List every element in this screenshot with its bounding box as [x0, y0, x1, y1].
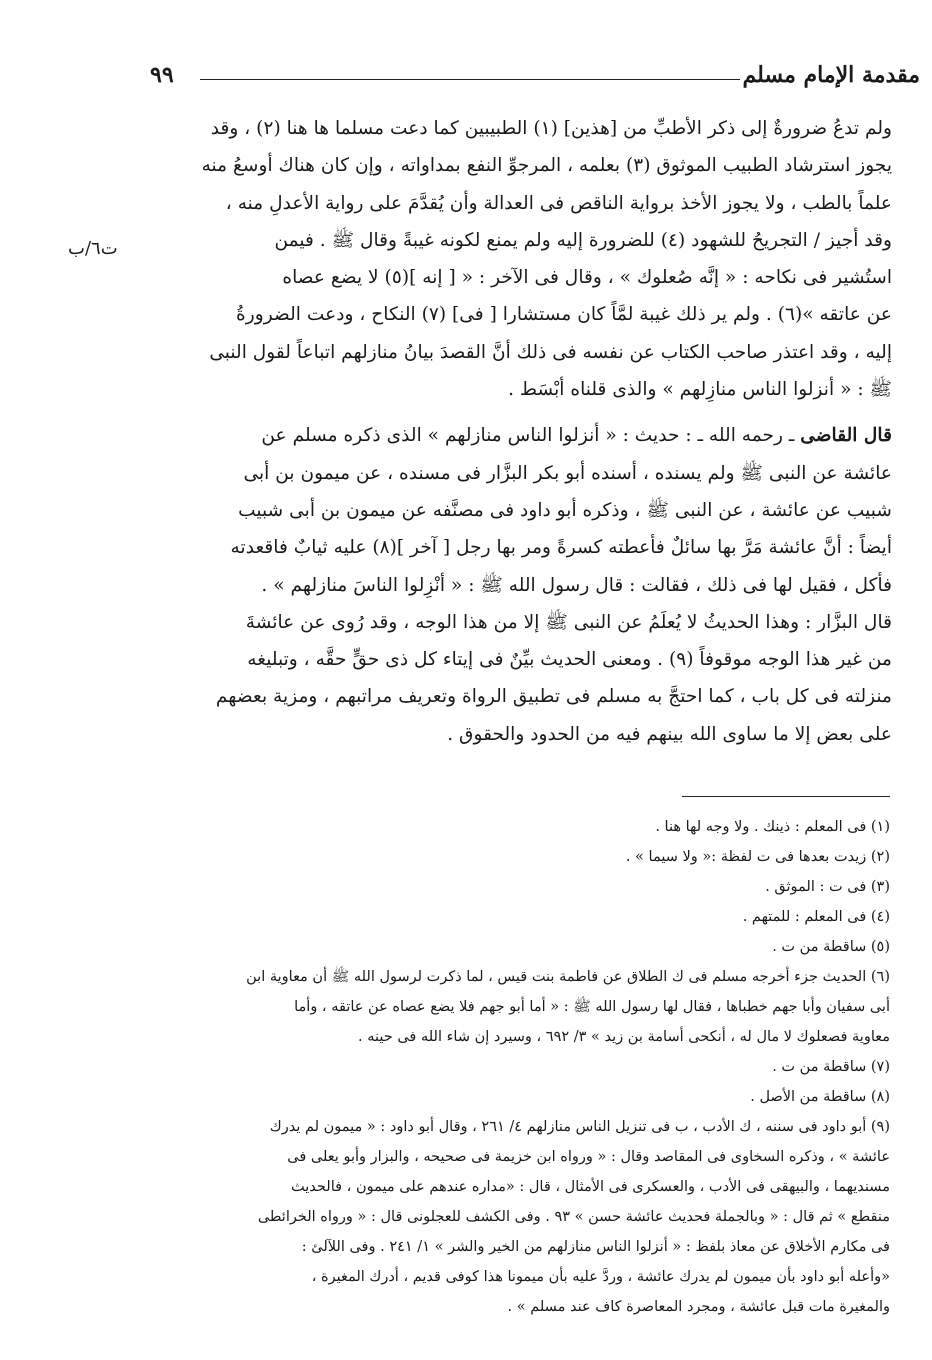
- text-line: يجوز استرشاد الطبيب الموثوق (٣) بعلمه ، المرجوِّ النفع بمداواته ، وإن كان هناك أوسعُ منه: [201, 155, 892, 177]
- text-line: وقد أجيز / التجريحُ للشهود (٤) للضرورة إليه ولم يمنع لكونه غيبةً وقال ﷺ . فيمن: [274, 229, 892, 251]
- footnote: والمغيرة مات قبل عائشة ، ومجرد المعاصرة كاف عند مسلم » .: [507, 1299, 890, 1315]
- text-line: منزلته فى كل باب ، كما احتجَّ به مسلم فى تطبيق الرواة وتعريف مراتبهم ، ومزية بعضهم: [215, 686, 892, 708]
- text-line: على بعض إلا ما ساوى الله بينهم فيه من الحدود والحقوق .: [447, 723, 892, 745]
- footnote-separator: [682, 796, 890, 797]
- text-line: شبيب عن عائشة ، عن النبى ﷺ ، وذكره أبو داود فى مصنَّفه عن ميمون بن أبى شبيب: [238, 499, 892, 521]
- section-lead-rest: ـ رحمه الله ـ : حديث : « أنزلوا الناس منازلهم » الذى ذكره مسلم عن: [261, 425, 801, 447]
- footnote: (٢) زيدت بعدها فى ت لفظة :« ولا سيما » .: [625, 849, 890, 865]
- footnote: (٣) فى ت : الموثق .: [765, 879, 890, 895]
- footnote: (٩) أبو داود فى سننه ، ك الأدب ، ب فى تنزيل الناس منازلهم ٤/ ٢٦١ ، وقال أبو داود : « ميمون لم يدرك: [269, 1119, 890, 1135]
- footnote: فى مكارم الأخلاق عن معاذ بلفظ : « أنزلوا الناس منازلهم من الخير والشر » ١/ ٢٤١ . وفى اللآلئ :: [301, 1239, 890, 1255]
- footnote: عائشة » ، وذكره السخاوى فى المقاصد وقال : « ورواه ابن خزيمة فى صحيحه ، والبزار وأبو يعلى فى: [287, 1149, 890, 1165]
- footnote: معاوية فصعلوك لا مال له ، أنكحى أسامة بن زيد » ٣/ ٦٩٢ ، وسيرد إن شاء الله فى حينه .: [358, 1029, 890, 1045]
- text-line: قال البزَّار : وهذا الحديثُ لا يُعلَمُ عن النبى ﷺ إلا من هذا الوجه ، وقد رُوى عن عائشةَ: [245, 611, 892, 633]
- footnote: (١) فى المعلم : ذينك . ولا وجه لها هنا .: [655, 819, 890, 835]
- footnote: (٥) ساقطة من ت .: [772, 939, 890, 955]
- section-lead: قال القاضى: [800, 425, 892, 447]
- page-header: [150, 62, 920, 96]
- footnote: (٧) ساقطة من ت .: [772, 1059, 890, 1075]
- footnote: «وأعله أبو داود بأن ميمون لم يدرك عائشة ، وردَّ عليه بأن ميمونا هذا كوفى قديم ، أدرك المغيرة ،: [311, 1269, 890, 1285]
- footnotes: [148, 812, 890, 1322]
- footnote: (٦) الحديث جزء أخرجه مسلم فى ك الطلاق عن فاطمة بنت قيس ، لما ذكرت لرسول الله ﷺ أن معاوية ابن: [246, 969, 890, 985]
- footnote: مسنديهما ، والبيهقى فى الأدب ، والعسكرى فى الأمثال ، قال : «مداره عندهم على ميمون ، فالحديث: [291, 1179, 890, 1195]
- text-line: إليه ، وقد اعتذر صاحب الكتاب عن نفسه فى ذلك أنَّ القصدَ بيانُ منازلهم اتباعاً لقول النبى: [209, 341, 892, 363]
- text-line: أيضاً : أنَّ عائشة مَرَّ بها سائلٌ فأعطته كسرةً ومر بها رجل [ آخر ](٨) عليه ثيابٌ فاقعدته: [230, 537, 892, 559]
- header-rule: [200, 79, 740, 80]
- main-text: [155, 110, 892, 753]
- text-line: استُشير فى نكاحه : « إنَّه صُعلوك » ، وقال فى الآخر : « [ إنه ](٥) لا يضع عصاه: [282, 267, 892, 289]
- text-line: ولم تدعُ ضرورةٌ إلى ذكر الأطبِّ من [هذين] (١) الطبيبين كما دعت مسلما ها هنا (٢) ، وقد: [210, 118, 892, 139]
- footnote: (٤) فى المعلم : للمتهم .: [742, 909, 890, 925]
- footnote: منقطع » ثم قال : « وبالجملة فحديث عائشة حسن » ٩٣ . وفى الكشف للعجلونى قال : « ورواه الخرائطى: [257, 1209, 890, 1225]
- text-line: عائشة عن النبى ﷺ ولم يسنده ، أسنده أبو بكر البزَّار فى مسنده ، عن ميمون بن أبى: [243, 462, 892, 484]
- page-number: ٩٩: [150, 62, 174, 88]
- section-opening-line: [155, 417, 892, 454]
- text-line: من غير هذا الوجه موقوفاً (٩) . ومعنى الحديث بيِّنٌ فى إيتاء كل ذى حقٍّ حقَّه ، وتبليغه: [247, 649, 892, 671]
- footnote: (٨) ساقطة من الأصل .: [750, 1089, 890, 1105]
- text-line: عن عاتقه »(٦) . ولم ير ذلك غيبة لمَّاً كان مستشارا [ فى] (٧) النكاح ، ودعت الضرورةُ: [236, 304, 892, 326]
- text-line: ﷺ : « أنزلوا الناس منازِلهم » والذى قلناه أبْسَط .: [508, 379, 892, 401]
- text-line: فأكل ، فقيل لها فى ذلك ، فقالت : قال رسول الله ﷺ : « أنْزِلوا الناسَ منازلهم » .: [261, 574, 892, 596]
- footnote: أبى سفيان وأبا جهم خطباها ، فقال لها رسول الله ﷺ : « أما أبو جهم فلا يضع عصاه عن عاتقه ، وأما: [294, 999, 890, 1015]
- margin-manuscript-ref: ت٦/ب: [68, 238, 118, 259]
- running-title: مقدمة الإمام مسلم: [742, 62, 920, 88]
- text-line: علماً بالطب ، ولا يجوز الأخذ برواية الناقص فى العدالة وأن يُقدَّمَ على رواية الأعدلِ منه ،: [225, 192, 892, 214]
